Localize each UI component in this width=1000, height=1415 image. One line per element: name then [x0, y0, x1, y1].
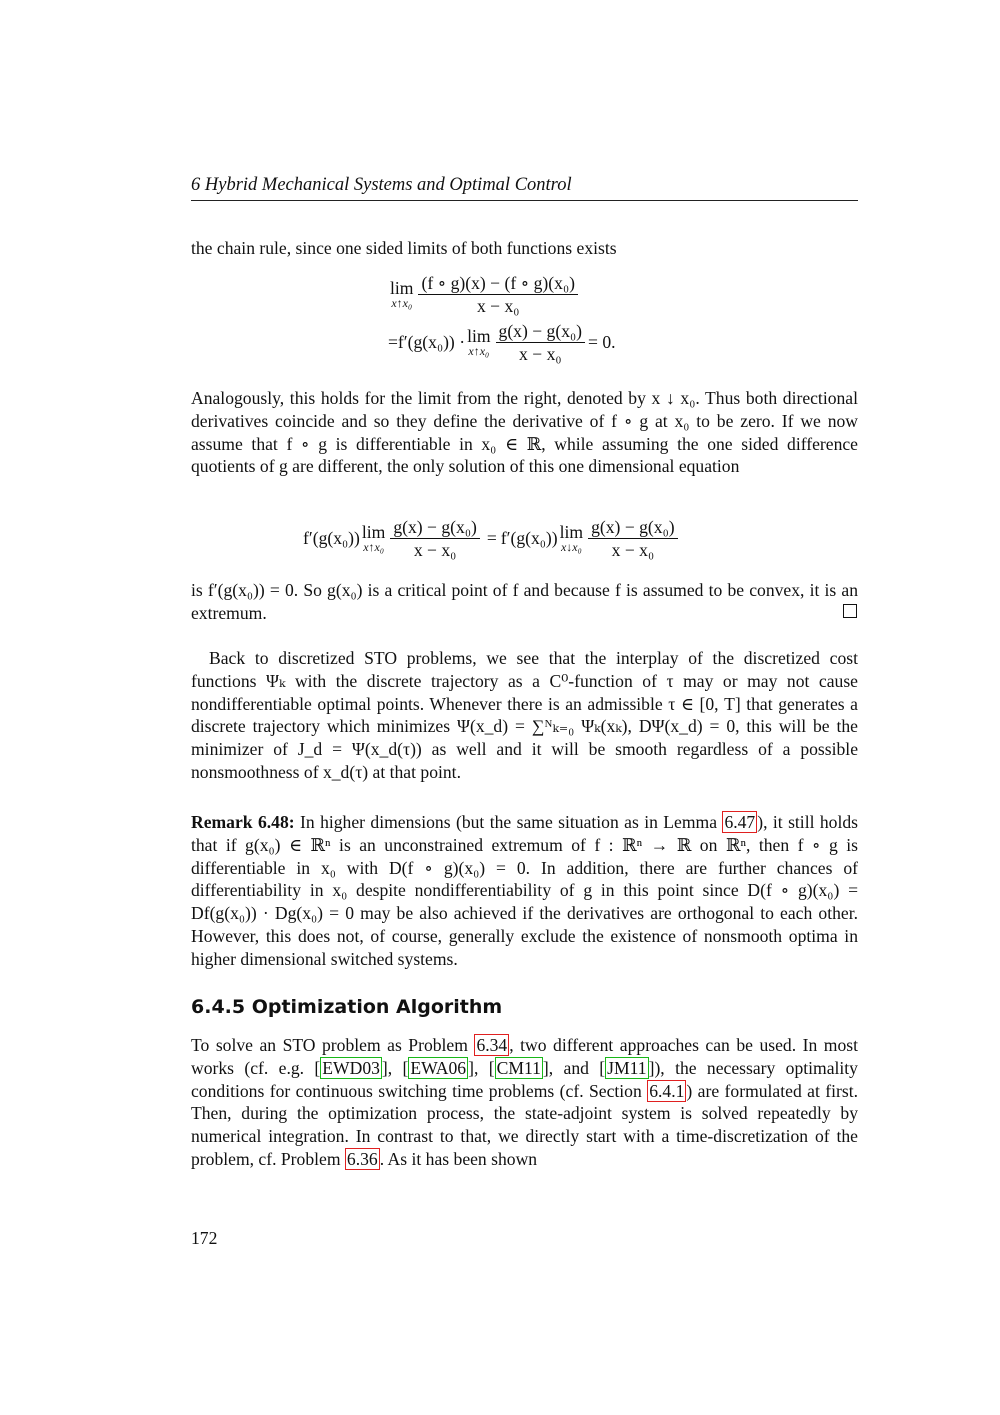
- qed-box-icon: [843, 604, 857, 618]
- equation-2: [303, 514, 681, 562]
- citation-link[interactable]: JM11: [607, 1057, 647, 1078]
- page-number: 172: [191, 1228, 218, 1248]
- limit-operator: lim x↑x₀: [390, 278, 414, 310]
- citation-link[interactable]: EWA06: [410, 1057, 467, 1078]
- paragraph-text: ,: [387, 1057, 393, 1078]
- equation-term: f′(g(x₀)): [500, 527, 558, 548]
- equation-term: f′(g(x₀)): [303, 527, 360, 548]
- paragraph-text: To solve an STO problem as Problem: [191, 1035, 468, 1055]
- equation-1-line-1: [388, 270, 616, 318]
- problem-link[interactable]: 6.34: [476, 1035, 508, 1055]
- paragraph-text: , and: [548, 1057, 589, 1078]
- fraction: $\frac{\text{(f ∘ g)(x) − (f ∘ g)(x₀)}}{\text{x − x₀}}$: [418, 272, 577, 317]
- fraction: $\frac{\text{g(x) − g(x₀)}}{\text{x − x₀}}$: [496, 320, 585, 365]
- limit-operator: lim x↓x₀: [559, 522, 584, 554]
- equation-1: [388, 270, 616, 366]
- section-heading: 6.4.5 Optimization Algorithm: [191, 996, 503, 1018]
- equals-sign: =: [486, 527, 497, 548]
- equation-term: =f′(g(x₀)) ·: [388, 331, 466, 352]
- remark-6-48: [191, 811, 858, 971]
- citation-link[interactable]: CM11: [496, 1057, 541, 1078]
- paragraph-text: ,: [473, 1057, 479, 1078]
- paragraph-analogously: Analogously, this holds for the limit from the right, denoted by x ↓ x₀. Thus both directional derivatives coincide and so they define the derivative of f ∘ g at x₀ to be zero. If we now assume that f ∘ g is differentiable in x₀ ∈ ℝ, while assuming the one sided difference quotients of g are different, the only solution of this one dimensional equation: [191, 388, 858, 477]
- equation-1-line-2: [388, 318, 616, 366]
- paragraph-optimization: To solve an STO problem as Problem 6.34 , two different approaches can be used. In most works (cf. e.g. [ EWD03 ], [ EWA06 ], [ CM11 ], and [ JM11 ]), the necessary optimality conditions for continuous switching time problems (cf. Section 6.4.1 ) are formulated at first. Then, during the optimization process, the state-adjoint system is solved repeatedly by numerical integration. In contrast to that, we directly start with a time-discretization of the problem, cf. Problem 6.36 . As it has been shown: [191, 1035, 858, 1169]
- paragraph-text: , two different approaches can be used. In most works (cf. e.g.: [191, 1035, 858, 1078]
- remark-label: Remark 6.48:: [191, 812, 295, 832]
- fraction: $\frac{\text{g(x) − g(x₀)}}{\text{x − x₀}}$: [588, 516, 677, 561]
- running-header: 6 Hybrid Mechanical Systems and Optimal Control: [191, 175, 858, 201]
- limit-operator: lim x↑x₀: [361, 522, 386, 554]
- equation-term: = 0.: [588, 331, 616, 352]
- paragraph-text: . As it has been shown: [379, 1148, 538, 1169]
- paragraph-discretized-sto: Back to discretized STO problems, we see that the interplay of the discretized cost functions Ψₖ with the discrete trajectory as a C⁰-function of τ may or may not cause nondifferentiable optimal points. Whenever there is an admissible τ ∈ [0, T] that generates a discrete trajectory which minimizes Ψ(x_d) = ∑ᴺₖ₌₀ Ψₖ(xₖ), DΨ(x_d) = 0, this will be the minimizer of J_d = Ψ(x_d(τ)) as well and it will be smooth regardless of a possible nonsmoothness of x_d(τ) at that point.: [191, 648, 858, 782]
- limit-operator: lim x↑x₀: [467, 326, 491, 358]
- fraction: $\frac{\text{g(x) − g(x₀)}}{\text{x − x₀}}$: [390, 516, 479, 561]
- paragraph-text: ) are formulated at first. Then, during the optimization process, the state-adjoint system is solved repeatedly by numerical integration. In contrast to that, we directly start with a time-discretization of the problem, cf. Problem: [191, 1080, 858, 1169]
- remark-text: ), it still holds that if g(x₀) ∈ ℝⁿ is an unconstrained extremum of f : ℝⁿ → ℝ on ℝⁿ, then f ∘ g is differentiable in x₀ with D(f ∘ g)(x₀) = 0. In addition, there are further chances of differentiability in x₀ despite nondifferentiability of g in this point since D(f ∘ g)(x₀) = Df(g(x₀)) · Dg(x₀) = 0 may be also achieved if the derivatives are orthogonal to each other. However, this does not, of course, generally exclude the existence of nonsmooth optima in higher dimensional switched systems.: [191, 812, 858, 969]
- section-link[interactable]: 6.4.1: [649, 1080, 685, 1101]
- intro-paragraph: the chain rule, since one sided limits of both functions exists: [191, 238, 617, 258]
- equation-2-line: [303, 514, 681, 562]
- paragraph-text: ), the necessary optimality conditions for continuous switching time problems (cf. Section: [191, 1057, 858, 1101]
- citation-link[interactable]: EWD03: [322, 1057, 380, 1078]
- lemma-link[interactable]: 6.47: [724, 812, 756, 832]
- problem-link[interactable]: 6.36: [346, 1148, 378, 1169]
- remark-text: In higher dimensions (but the same situation as in Lemma: [300, 812, 718, 832]
- paragraph-critical-point: is f′(g(x₀)) = 0. So g(x₀) is a critical point of f and because f is assumed to be convex, it is an extremum.: [191, 580, 858, 623]
